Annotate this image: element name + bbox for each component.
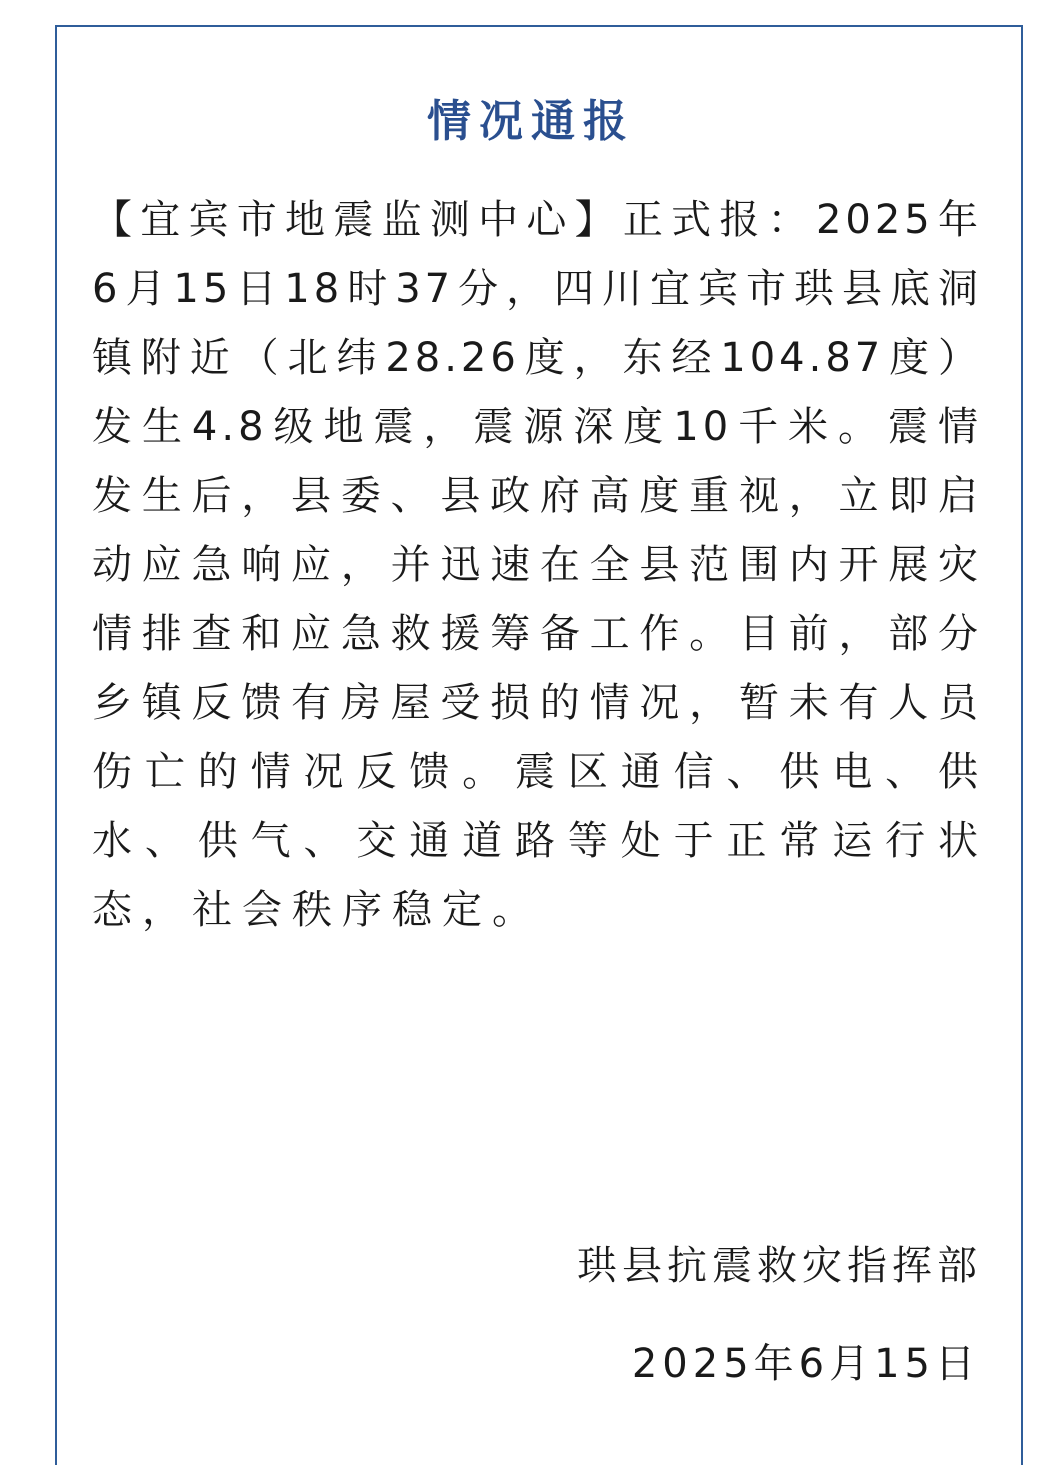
body-line: 伤亡的情况反馈。震区通信、供电、供: [92, 749, 982, 795]
body-line: 情排查和应急救援筹备工作。目前，部分: [92, 611, 982, 657]
notice-body: [92, 186, 982, 945]
issue-date: 2025年6月15日: [631, 1341, 980, 1387]
body-line: 镇附近（北纬28.26度，东经104.87度）: [92, 335, 982, 381]
issuer-signature: 珙县抗震救灾指挥部: [577, 1243, 982, 1289]
body-line: 【宜宾市地震监测中心】正式报：2025年: [92, 197, 982, 243]
body-line: 态，社会秩序稳定。: [92, 887, 542, 933]
body-line: 动应急响应，并迅速在全县范围内开展灾: [92, 542, 982, 588]
body-line: 发生4.8级地震，震源深度10千米。震情: [92, 404, 982, 450]
body-line: 乡镇反馈有房屋受损的情况，暂未有人员: [92, 680, 982, 726]
body-line: 6月15日18时37分，四川宜宾市珙县底洞: [92, 266, 982, 312]
notice-title: 情况通报: [427, 96, 635, 147]
body-line: 水、供气、交通道路等处于正常运行状: [92, 818, 982, 864]
body-line: 发生后，县委、县政府高度重视，立即启: [92, 473, 982, 519]
